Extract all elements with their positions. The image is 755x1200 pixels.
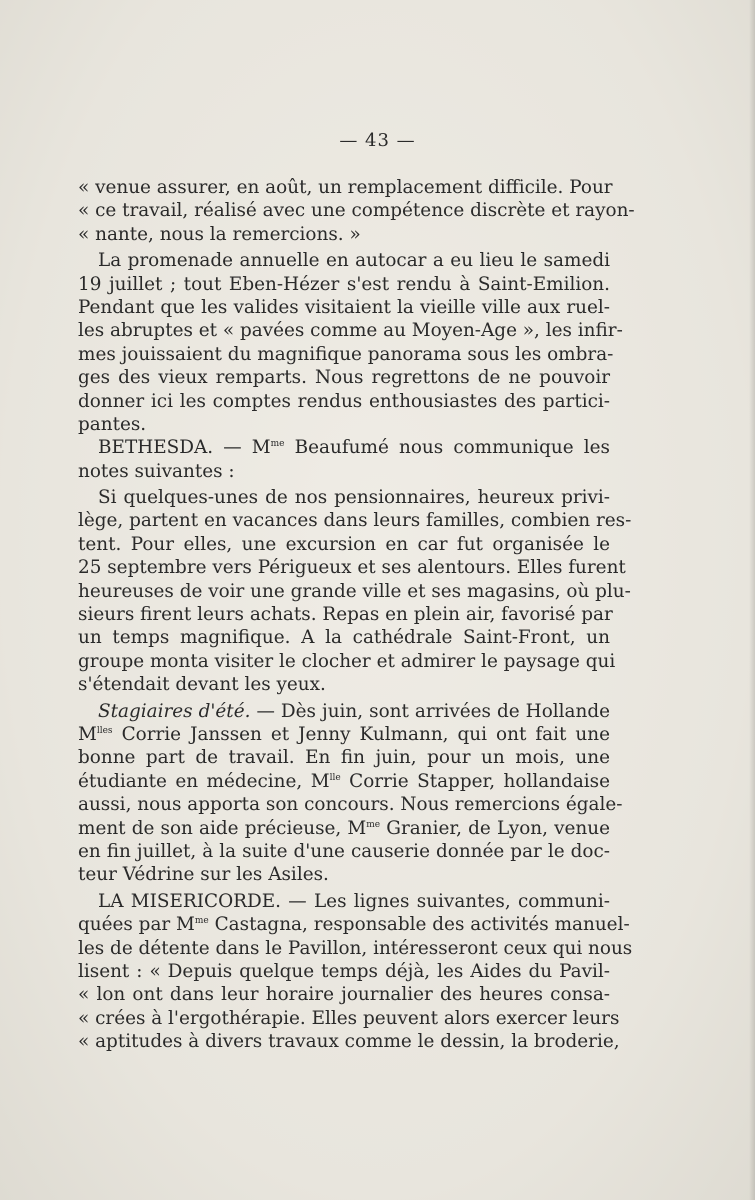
text-line — [78, 746, 610, 769]
text-line — [78, 1007, 620, 1030]
text-segment: Pendant que les valides visitaient la vieille ville aux ruel- — [78, 296, 610, 318]
text-segment: les abruptes et « pavées comme au Moyen-Age », les infir- — [78, 320, 623, 342]
text-line — [78, 509, 632, 532]
text-segment: Corrie Janssen et Jenny Kulmann, qui ont fait une — [112, 723, 610, 745]
text-line — [78, 366, 610, 389]
text-line — [78, 770, 610, 793]
text-segment: aussi, nous apporta son concours. Nous remercions égale- — [78, 794, 623, 816]
text-segment: teur Védrine sur les Asiles. — [78, 864, 329, 886]
text-line — [78, 199, 635, 222]
text-segment: mes jouissaient du magnifique panorama sous les ombra- — [78, 343, 614, 365]
text-segment: Beaufumé nous communique les — [284, 437, 610, 459]
text-segment: BETHESDA. — M — [98, 437, 271, 459]
text-line — [78, 723, 610, 746]
text-segment: M — [78, 723, 97, 745]
text-segment: tent. Pour elles, une excursion en car fut organisée le — [78, 533, 610, 555]
text-segment: heureuses de voir une grande ville et ses magasins, où plu- — [78, 580, 631, 602]
text-segment: LA MISERICORDE. — Les lignes suivantes, communi- — [98, 890, 610, 912]
text-segment: ment de son aide précieuse, M — [78, 817, 367, 839]
text-segment: un temps magnifique. A la cathédrale Saint-Front, un — [78, 627, 610, 649]
text-segment: bonne part de travail. En fin juin, pour un mois, une — [78, 747, 610, 769]
text-segment: en fin juillet, à la suite d'une causerie donnée par le doc- — [78, 840, 610, 862]
text-segment: notes suivantes : — [78, 460, 235, 482]
text-line — [78, 580, 631, 603]
text-segment: Granier, de Lyon, venue — [380, 817, 610, 839]
text-line — [78, 673, 610, 696]
superscript-abbrev: me — [270, 439, 285, 450]
text-segment: « nante, nous la remercions. » — [78, 223, 361, 245]
text-segment: — Dès juin, sont arrivées de Hollande — [250, 700, 610, 722]
text-segment: « venue assurer, en août, un remplacement difficile. Pour — [78, 177, 613, 198]
text-segment: 19 juillet ; tout Eben-Hézer s'est rendu à Saint-Emilion. — [78, 273, 610, 295]
text-segment: groupe monta visiter le clocher et admirer le paysage qui — [78, 650, 616, 672]
text-segment: les de détente dans le Pavillon, intéresseront ceux qui nous — [78, 937, 633, 959]
superscript-abbrev: me — [194, 916, 209, 927]
page-number: — 43 — — [339, 130, 416, 151]
text-line — [78, 650, 616, 673]
text-segment: « lon ont dans leur horaire journalier des heures consa- — [78, 984, 610, 1006]
text-line — [78, 273, 610, 296]
text-line — [78, 626, 610, 649]
text-segment: « aptitudes à divers travaux comme le dessin, la broderie, — [78, 1031, 620, 1053]
text-line — [78, 343, 614, 366]
text-segment: Castagna, responsable des activités manuel- — [208, 914, 630, 936]
text-line — [78, 863, 610, 886]
text-line — [78, 556, 626, 579]
text-segment: s'étendait devant les yeux. — [78, 674, 326, 696]
text-segment: « crées à l'ergothérapie. Elles peuvent alors exercer leurs — [78, 1007, 620, 1029]
text-line — [78, 840, 610, 863]
text-segment: étudiante en médecine, M — [78, 770, 330, 792]
text-line — [78, 319, 623, 342]
text-line — [78, 700, 610, 723]
text-segment: ges des vieux remparts. Nous regrettons de ne pouvoir — [78, 367, 610, 389]
text-line — [78, 533, 610, 556]
superscript-abbrev: me — [366, 819, 381, 830]
superscript-abbrev: lle — [329, 772, 341, 783]
text-line — [78, 223, 610, 246]
text-segment: lège, partent en vacances dans leurs familles, combien res- — [78, 510, 632, 532]
text-segment: lisent : « Depuis quelque temps déjà, les Aides du Pavil- — [78, 960, 610, 982]
text-line — [78, 460, 610, 483]
text-line — [78, 413, 610, 436]
text-line — [78, 890, 610, 913]
page-edge-shadow — [749, 0, 755, 1200]
text-line — [78, 603, 613, 626]
superscript-abbrev: lles — [96, 725, 113, 736]
text-segment: Stagiaires d'été. — [98, 700, 251, 722]
text-line — [78, 249, 610, 272]
text-segment: donner ici les comptes rendus enthousiastes des partici- — [78, 390, 610, 412]
text-line — [78, 1030, 620, 1053]
text-line — [78, 176, 613, 199]
text-line — [78, 960, 610, 983]
text-line — [78, 486, 610, 509]
text-segment: La promenade annuelle en autocar a eu lieu le samedi — [98, 250, 610, 272]
body-text — [78, 176, 635, 1053]
text-line — [78, 793, 623, 816]
text-line — [78, 817, 610, 840]
text-line — [78, 436, 610, 459]
text-segment: Corrie Stapper, hollandaise — [340, 770, 610, 792]
text-segment: Si quelques-unes de nos pensionnaires, heureux privi- — [98, 487, 610, 509]
text-line — [78, 913, 630, 936]
text-segment: 25 septembre vers Périgueux et ses alentours. Elles furent — [78, 557, 626, 579]
text-line — [78, 296, 610, 319]
text-line — [78, 983, 610, 1006]
text-segment: quées par M — [78, 914, 195, 936]
text-segment: « ce travail, réalisé avec une compétence discrète et rayon- — [78, 200, 635, 222]
text-segment: pantes. — [78, 413, 147, 435]
text-line — [78, 390, 610, 413]
text-segment: sieurs firent leurs achats. Repas en plein air, favorisé par — [78, 604, 613, 626]
text-line — [78, 937, 633, 960]
